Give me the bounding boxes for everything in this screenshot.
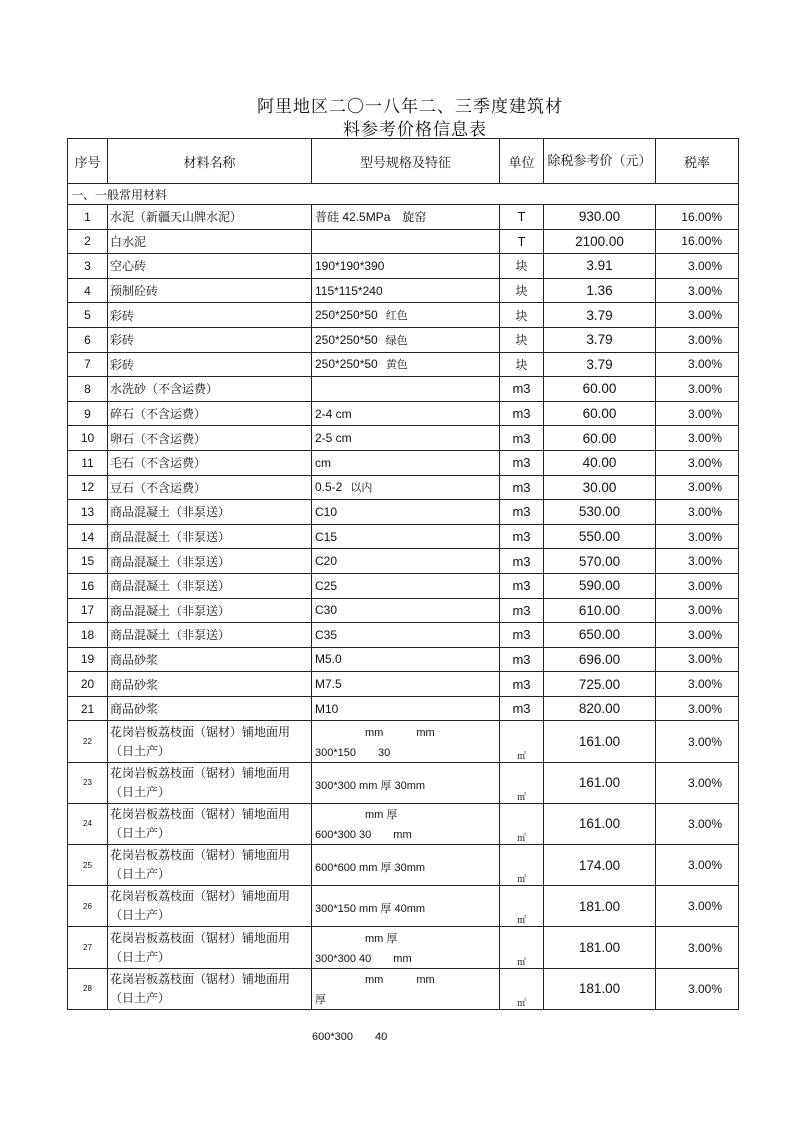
tax-rate-cell: 3.00% bbox=[656, 762, 739, 803]
tax-rate-cell: 16.00% bbox=[656, 229, 739, 254]
material-spec bbox=[312, 524, 500, 549]
spec-text: 250*250*50 bbox=[315, 357, 378, 372]
table-row bbox=[68, 205, 739, 230]
section-label: 一、一般常用材料 bbox=[68, 184, 739, 205]
unit-cell bbox=[500, 278, 544, 303]
table-row bbox=[68, 254, 739, 279]
tax-rate-cell: 3.00% bbox=[656, 623, 739, 648]
tax-rate-cell: 3.00% bbox=[656, 927, 739, 968]
spec-line-2: 厚 bbox=[315, 993, 326, 1006]
table-row bbox=[68, 426, 739, 451]
spec-text: M7.5 bbox=[315, 677, 342, 692]
price-cell: 696.00 bbox=[544, 647, 656, 672]
document-title-line-1: 阿里地区二〇一八年二、三季度建筑材 bbox=[257, 97, 563, 117]
table-row bbox=[68, 524, 739, 549]
material-name: 碎石（不含运费） bbox=[108, 401, 312, 426]
tax-rate-cell: 3.00% bbox=[656, 573, 739, 598]
row-number: 13 bbox=[68, 500, 108, 525]
table-row bbox=[68, 968, 739, 1009]
material-name: 花岗岩板荔枝面（锯材）铺地面用（日土产） bbox=[108, 968, 312, 1009]
table-row bbox=[68, 278, 739, 303]
spec-text: C25 bbox=[315, 578, 338, 593]
unit-cell: ㎡ bbox=[500, 803, 544, 844]
row-number: 28 bbox=[68, 968, 108, 1009]
unit-text: 块 bbox=[515, 357, 528, 372]
material-name: 花岗岩板荔枝面（锯材）铺地面用（日土产） bbox=[108, 721, 312, 762]
spec-note: 红色 bbox=[385, 309, 408, 323]
table-row bbox=[68, 803, 739, 844]
spec-text: C30 bbox=[315, 603, 338, 618]
unit-text: m3 bbox=[512, 578, 531, 594]
material-name: 商品砂浆 bbox=[108, 696, 312, 721]
material-spec bbox=[312, 352, 500, 377]
spec-text: 250*250*50 bbox=[315, 332, 378, 347]
material-spec bbox=[312, 205, 500, 230]
material-name: 花岗岩板荔枝面（锯材）铺地面用（日土产） bbox=[108, 803, 312, 844]
material-name: 空心砖 bbox=[108, 254, 312, 279]
spec-line-1: mm mm bbox=[365, 726, 435, 739]
unit-text: m3 bbox=[512, 553, 531, 569]
material-name: 花岗岩板荔枝面（锯材）铺地面用（日土产） bbox=[108, 927, 312, 968]
spec-text: C20 bbox=[315, 554, 338, 569]
tax-rate-cell: 3.00% bbox=[656, 598, 739, 623]
tax-rate-cell: 3.00% bbox=[656, 549, 739, 574]
material-spec bbox=[312, 327, 500, 352]
unit-cell bbox=[500, 549, 544, 574]
unit-cell bbox=[500, 327, 544, 352]
price-cell: 161.00 bbox=[544, 721, 656, 762]
price-cell: 3.79 bbox=[544, 327, 656, 352]
unit-text: 块 bbox=[515, 308, 528, 323]
tax-rate-cell: 3.00% bbox=[656, 377, 739, 402]
unit-cell bbox=[500, 426, 544, 451]
material-spec bbox=[312, 573, 500, 598]
material-spec bbox=[312, 886, 500, 927]
unit-cell bbox=[500, 696, 544, 721]
spec-text: M5.0 bbox=[315, 652, 342, 667]
material-name: 毛石（不含运费） bbox=[108, 450, 312, 475]
spec-line-1: mm 厚 bbox=[365, 808, 398, 821]
unit-text: m3 bbox=[512, 529, 531, 545]
material-spec bbox=[312, 721, 500, 762]
unit-cell: ㎡ bbox=[500, 886, 544, 927]
material-spec bbox=[312, 762, 500, 803]
row-number: 23 bbox=[68, 762, 108, 803]
row-number: 3 bbox=[68, 254, 108, 279]
header-price: 除税参考价（元） bbox=[544, 139, 656, 184]
price-cell: 3.79 bbox=[544, 303, 656, 328]
unit-text: T bbox=[517, 209, 526, 225]
material-name: 水泥（新疆天山牌水泥） bbox=[108, 205, 312, 230]
table-row bbox=[68, 647, 739, 672]
tax-rate-cell: 3.00% bbox=[656, 968, 739, 1009]
row-number: 8 bbox=[68, 377, 108, 402]
price-cell: 40.00 bbox=[544, 450, 656, 475]
unit-text: m3 bbox=[512, 479, 531, 495]
material-name: 商品混凝土（非泵送） bbox=[108, 549, 312, 574]
row-number: 19 bbox=[68, 647, 108, 672]
table-row bbox=[68, 721, 739, 762]
material-spec bbox=[312, 450, 500, 475]
unit-cell bbox=[500, 647, 544, 672]
row-number: 7 bbox=[68, 352, 108, 377]
table-row bbox=[68, 623, 739, 648]
row-number: 20 bbox=[68, 672, 108, 697]
unit-text: T bbox=[517, 233, 526, 249]
table-row bbox=[68, 886, 739, 927]
spec-line-2: 300*300 mm 厚 30mm bbox=[315, 779, 426, 792]
material-name: 商品混凝土（非泵送） bbox=[108, 573, 312, 598]
unit-cell: ㎡ bbox=[500, 968, 544, 1009]
spec-text: C15 bbox=[315, 529, 338, 544]
spec-text: C35 bbox=[315, 627, 338, 642]
table-row bbox=[68, 377, 739, 402]
unit-text: m3 bbox=[512, 504, 531, 520]
tax-rate-cell: 16.00% bbox=[656, 205, 739, 230]
table-row bbox=[68, 573, 739, 598]
spec-text: M10 bbox=[315, 701, 339, 716]
material-spec bbox=[312, 803, 500, 844]
material-name: 商品混凝土（非泵送） bbox=[108, 598, 312, 623]
tax-rate-cell: 3.00% bbox=[656, 352, 739, 377]
spec-text: 2-4 cm bbox=[315, 406, 352, 421]
unit-text: 块 bbox=[515, 284, 528, 299]
unit-text: m3 bbox=[512, 701, 531, 717]
spec-text: cm bbox=[315, 455, 331, 470]
material-name: 预制砼砖 bbox=[108, 278, 312, 303]
row-number: 2 bbox=[68, 229, 108, 254]
price-cell: 181.00 bbox=[544, 886, 656, 927]
price-cell: 161.00 bbox=[544, 762, 656, 803]
unit-text: m3 bbox=[512, 406, 531, 422]
material-spec bbox=[312, 475, 500, 500]
spec-text: C10 bbox=[315, 504, 338, 519]
price-table bbox=[67, 138, 739, 1010]
price-cell: 650.00 bbox=[544, 623, 656, 648]
table-row bbox=[68, 672, 739, 697]
material-spec bbox=[312, 377, 500, 402]
unit-cell bbox=[500, 500, 544, 525]
material-spec bbox=[312, 426, 500, 451]
price-cell: 610.00 bbox=[544, 598, 656, 623]
unit-cell: ㎡ bbox=[500, 927, 544, 968]
tax-rate-cell: 3.00% bbox=[656, 278, 739, 303]
unit-text: m3 bbox=[512, 430, 531, 446]
unit-cell bbox=[500, 598, 544, 623]
row-number: 1 bbox=[68, 205, 108, 230]
tax-rate-cell: 3.00% bbox=[656, 500, 739, 525]
price-cell: 930.00 bbox=[544, 205, 656, 230]
material-spec bbox=[312, 500, 500, 525]
material-spec bbox=[312, 229, 500, 254]
spec-line-1: mm 厚 bbox=[365, 932, 398, 945]
material-spec bbox=[312, 696, 500, 721]
spec-note: 绿色 bbox=[385, 333, 408, 347]
row-number: 24 bbox=[68, 803, 108, 844]
price-cell: 1.36 bbox=[544, 278, 656, 303]
tax-rate-cell: 3.00% bbox=[656, 524, 739, 549]
spec-text: 190*190*390 bbox=[315, 258, 385, 273]
spec-line-2: 300*150 mm 厚 40mm bbox=[315, 903, 426, 916]
row-number: 6 bbox=[68, 327, 108, 352]
overflow-spec-text: 600*300 40 bbox=[312, 1031, 388, 1043]
unit-cell bbox=[500, 524, 544, 549]
unit-cell: ㎡ bbox=[500, 721, 544, 762]
price-cell: 30.00 bbox=[544, 475, 656, 500]
tax-rate-cell: 3.00% bbox=[656, 254, 739, 279]
row-number: 27 bbox=[68, 927, 108, 968]
unit-text: m3 bbox=[512, 381, 531, 397]
row-number: 9 bbox=[68, 401, 108, 426]
material-name: 彩砖 bbox=[108, 327, 312, 352]
tax-rate-cell: 3.00% bbox=[656, 721, 739, 762]
row-number: 15 bbox=[68, 549, 108, 574]
material-name: 商品砂浆 bbox=[108, 647, 312, 672]
price-cell: 161.00 bbox=[544, 803, 656, 844]
material-name: 花岗岩板荔枝面（锯材）铺地面用（日土产） bbox=[108, 762, 312, 803]
material-spec bbox=[312, 968, 500, 1009]
price-cell: 530.00 bbox=[544, 500, 656, 525]
section-row bbox=[68, 184, 739, 205]
material-name: 豆石（不含运费） bbox=[108, 475, 312, 500]
unit-cell: ㎡ bbox=[500, 762, 544, 803]
table-row bbox=[68, 303, 739, 328]
tax-rate-cell: 3.00% bbox=[656, 475, 739, 500]
table-row bbox=[68, 598, 739, 623]
table-row bbox=[68, 762, 739, 803]
unit-cell: ㎡ bbox=[500, 845, 544, 886]
unit-text: m3 bbox=[512, 627, 531, 643]
unit-cell bbox=[500, 303, 544, 328]
row-number: 11 bbox=[68, 450, 108, 475]
spec-line-2: 600*600 mm 厚 30mm bbox=[315, 862, 426, 875]
table-row bbox=[68, 500, 739, 525]
table-row bbox=[68, 401, 739, 426]
row-number: 5 bbox=[68, 303, 108, 328]
spec-line-2: 300*150 30 bbox=[315, 746, 391, 759]
price-cell: 60.00 bbox=[544, 426, 656, 451]
tax-rate-cell: 3.00% bbox=[656, 426, 739, 451]
row-number: 10 bbox=[68, 426, 108, 451]
spec-text: 250*250*50 bbox=[315, 308, 378, 323]
table-row bbox=[68, 475, 739, 500]
unit-cell bbox=[500, 450, 544, 475]
unit-text: m3 bbox=[512, 651, 531, 667]
unit-cell bbox=[500, 475, 544, 500]
unit-text: m3 bbox=[512, 676, 531, 692]
material-name: 彩砖 bbox=[108, 352, 312, 377]
table-row bbox=[68, 327, 739, 352]
unit-text: m3 bbox=[512, 602, 531, 618]
material-spec bbox=[312, 278, 500, 303]
row-number: 16 bbox=[68, 573, 108, 598]
row-number: 17 bbox=[68, 598, 108, 623]
header-unit: 单位 bbox=[500, 139, 544, 184]
tax-rate-cell: 3.00% bbox=[656, 327, 739, 352]
price-cell: 60.00 bbox=[544, 377, 656, 402]
row-number: 21 bbox=[68, 696, 108, 721]
price-cell: 570.00 bbox=[544, 549, 656, 574]
material-name: 水洗砂（不含运费） bbox=[108, 377, 312, 402]
material-spec bbox=[312, 549, 500, 574]
price-cell: 3.79 bbox=[544, 352, 656, 377]
price-cell: 174.00 bbox=[544, 845, 656, 886]
header-name: 材料名称 bbox=[108, 139, 312, 184]
row-number: 4 bbox=[68, 278, 108, 303]
row-number: 22 bbox=[68, 721, 108, 762]
tax-rate-cell: 3.00% bbox=[656, 303, 739, 328]
table-row bbox=[68, 352, 739, 377]
price-cell: 60.00 bbox=[544, 401, 656, 426]
material-name: 商品砂浆 bbox=[108, 672, 312, 697]
material-spec bbox=[312, 303, 500, 328]
table-row bbox=[68, 845, 739, 886]
table-row bbox=[68, 549, 739, 574]
header-no: 序号 bbox=[68, 139, 108, 184]
unit-cell bbox=[500, 229, 544, 254]
tax-rate-cell: 3.00% bbox=[656, 672, 739, 697]
material-name: 卵石（不含运费） bbox=[108, 426, 312, 451]
spec-text: 115*115*240 bbox=[315, 283, 383, 298]
price-cell: 590.00 bbox=[544, 573, 656, 598]
price-cell: 3.91 bbox=[544, 254, 656, 279]
material-spec bbox=[312, 401, 500, 426]
spec-line-1: mm mm bbox=[365, 973, 435, 986]
spec-text: 2-5 cm bbox=[315, 431, 352, 446]
spec-text: 0.5-2 bbox=[315, 480, 343, 495]
header-tax: 税率 bbox=[656, 139, 739, 184]
tax-rate-cell: 3.00% bbox=[656, 696, 739, 721]
table-row bbox=[68, 927, 739, 968]
spec-note: 以内 bbox=[350, 481, 373, 495]
price-cell: 2100.00 bbox=[544, 229, 656, 254]
material-spec bbox=[312, 254, 500, 279]
unit-cell bbox=[500, 352, 544, 377]
material-spec bbox=[312, 598, 500, 623]
material-spec bbox=[312, 927, 500, 968]
unit-cell bbox=[500, 672, 544, 697]
material-spec bbox=[312, 845, 500, 886]
row-number: 25 bbox=[68, 845, 108, 886]
row-number: 12 bbox=[68, 475, 108, 500]
row-number: 26 bbox=[68, 886, 108, 927]
unit-cell bbox=[500, 401, 544, 426]
table-row bbox=[68, 450, 739, 475]
material-name: 花岗岩板荔枝面（锯材）铺地面用（日土产） bbox=[108, 886, 312, 927]
unit-text: 块 bbox=[515, 333, 528, 348]
tax-rate-cell: 3.00% bbox=[656, 803, 739, 844]
row-number: 18 bbox=[68, 623, 108, 648]
tax-rate-cell: 3.00% bbox=[656, 647, 739, 672]
table-row bbox=[68, 229, 739, 254]
material-spec bbox=[312, 647, 500, 672]
unit-cell bbox=[500, 205, 544, 230]
material-name: 商品混凝土（非泵送） bbox=[108, 524, 312, 549]
price-cell: 181.00 bbox=[544, 968, 656, 1009]
material-spec bbox=[312, 623, 500, 648]
unit-text: 块 bbox=[515, 259, 528, 274]
spec-line-2: 300*300 40 mm bbox=[315, 952, 412, 965]
material-spec bbox=[312, 672, 500, 697]
price-cell: 820.00 bbox=[544, 696, 656, 721]
material-name: 商品混凝土（非泵送） bbox=[108, 500, 312, 525]
material-name: 商品混凝土（非泵送） bbox=[108, 623, 312, 648]
unit-cell bbox=[500, 623, 544, 648]
header-spec: 型号规格及特征 bbox=[312, 139, 500, 184]
unit-text: m3 bbox=[512, 455, 531, 471]
tax-rate-cell: 3.00% bbox=[656, 886, 739, 927]
document-title-line-2: 料参考价格信息表 bbox=[343, 120, 487, 140]
price-cell: 181.00 bbox=[544, 927, 656, 968]
tax-rate-cell: 3.00% bbox=[656, 450, 739, 475]
material-name: 白水泥 bbox=[108, 229, 312, 254]
unit-cell bbox=[500, 573, 544, 598]
table-row bbox=[68, 696, 739, 721]
material-name: 彩砖 bbox=[108, 303, 312, 328]
unit-cell bbox=[500, 377, 544, 402]
spec-text: 普硅 42.5MPa 旋窑 bbox=[315, 210, 427, 225]
tax-rate-cell: 3.00% bbox=[656, 845, 739, 886]
price-cell: 550.00 bbox=[544, 524, 656, 549]
row-number: 14 bbox=[68, 524, 108, 549]
price-cell: 725.00 bbox=[544, 672, 656, 697]
spec-line-2: 600*300 30 mm bbox=[315, 828, 412, 841]
material-name: 花岗岩板荔枝面（锯材）铺地面用（日土产） bbox=[108, 845, 312, 886]
table-header-row bbox=[68, 139, 739, 184]
tax-rate-cell: 3.00% bbox=[656, 401, 739, 426]
spec-note: 黄色 bbox=[385, 358, 408, 372]
unit-cell bbox=[500, 254, 544, 279]
